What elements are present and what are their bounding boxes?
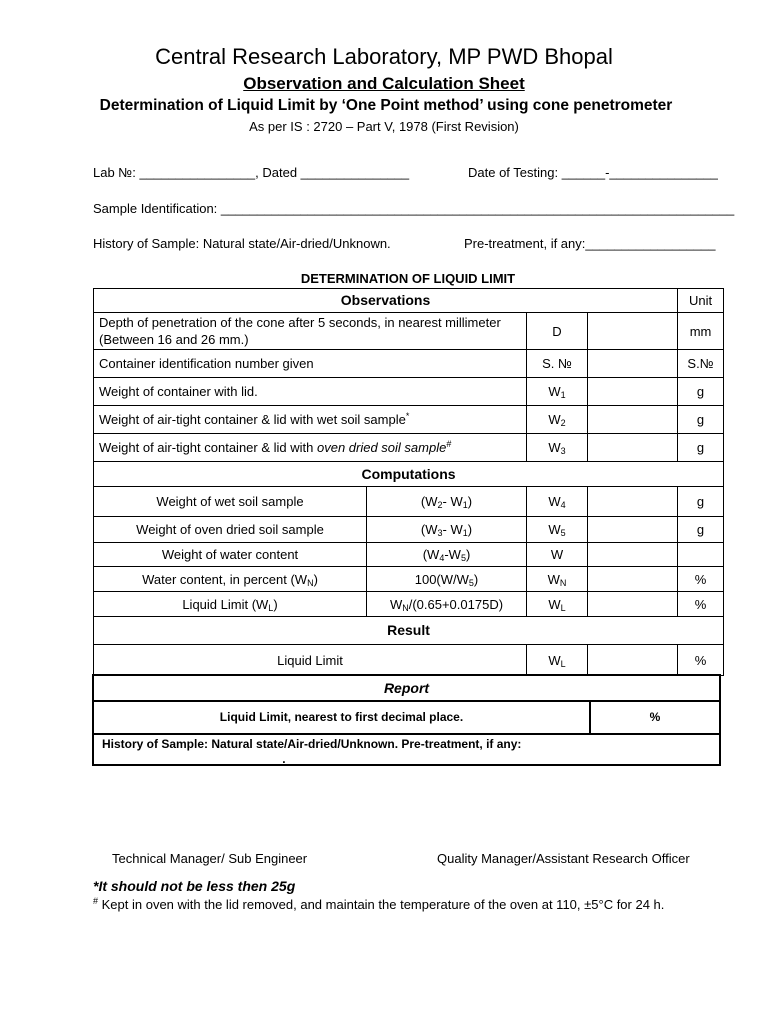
desc-italic-text: oven dried soil sample	[316, 440, 447, 455]
obs-row-unit: g	[678, 434, 724, 462]
comp-row-formula: $100(W/W_5)$	[367, 567, 527, 592]
comp-value-cell[interactable]	[588, 543, 678, 567]
comp-row-symbol: $W_5$	[527, 517, 588, 543]
obs-row-desc	[94, 406, 527, 434]
comp-row-symbol: $W_L$	[527, 592, 588, 617]
unit-header: Unit	[678, 289, 724, 313]
comp-row-unit: %	[678, 567, 724, 592]
report-history-blank[interactable]: ___________________________.	[102, 752, 286, 766]
date-testing-field[interactable]: Date of Testing: ______-_______________	[468, 165, 718, 180]
obs-row-unit: S.№	[678, 350, 724, 378]
symbol-subscript: 3	[560, 446, 566, 456]
obs-row-desc: Container identification number given	[94, 350, 527, 378]
obs-row-symbol	[527, 406, 588, 434]
obs-row-symbol	[527, 434, 588, 462]
obs-row-symbol	[527, 378, 588, 406]
comp-row-desc: Weight of water content	[94, 543, 367, 567]
comp-row-symbol: $W_4$	[527, 487, 588, 517]
page-title: Central Research Laboratory, MP PWD Bhopal	[155, 44, 613, 69]
observations-header: Observations	[94, 289, 678, 313]
obs-row-unit: g	[678, 406, 724, 434]
obs-value-cell[interactable]	[588, 350, 678, 378]
footnote-mark: *	[405, 411, 410, 421]
comp-value-cell[interactable]	[588, 517, 678, 543]
comp-row-formula: $W_N/(0.65+0.0175D)$	[367, 592, 527, 617]
comp-row-unit: g	[678, 487, 724, 517]
obs-value-cell[interactable]	[588, 406, 678, 434]
pretreatment-field[interactable]: Pre-treatment, if any:__________________	[464, 236, 716, 251]
liquid-limit-table	[93, 288, 724, 676]
report-history-line: History of Sample: Natural state/Air-dried/Unknown. Pre-treatment, if any:	[102, 737, 522, 751]
comp-row-symbol: W	[527, 543, 588, 567]
obs-value-cell[interactable]	[588, 434, 678, 462]
sample-identification-field[interactable]: Sample Identification: _______________________________________________________________________	[93, 201, 735, 216]
signature-technical-manager: Technical Manager/ Sub Engineer	[112, 851, 308, 866]
comp-value-cell[interactable]	[588, 487, 678, 517]
comp-row-desc: Liquid Limit $(W_L)$	[94, 592, 367, 617]
footnote-weight: *It should not be less then 25g	[93, 878, 296, 894]
obs-value-cell[interactable]	[588, 378, 678, 406]
comp-row-unit	[678, 543, 724, 567]
result-symbol: $W_L$	[527, 645, 588, 676]
obs-row-desc: Weight of container with lid.	[94, 378, 527, 406]
result-unit: %	[678, 645, 724, 676]
obs-row-symbol: D	[527, 313, 588, 350]
result-header: Result	[94, 617, 724, 645]
symbol-base: W	[548, 412, 561, 427]
test-heading: Determination of Liquid Limit by ‘One Point method’ using cone penetrometer	[99, 97, 673, 114]
signature-quality-manager: Quality Manager/Assistant Research Officer	[437, 851, 690, 866]
sheet-subtitle: Observation and Calculation Sheet	[243, 74, 525, 93]
obs-row-desc: Depth of penetration of the cone after 5 seconds, in nearest millimeter (Between 16 and 26 mm.)	[94, 313, 527, 350]
obs-row-unit: g	[678, 378, 724, 406]
obs-row-unit: mm	[678, 313, 724, 350]
symbol-subscript: 2	[560, 418, 566, 428]
report-row	[94, 702, 719, 735]
footnote-mark: #	[93, 896, 99, 906]
footnote-oven	[93, 897, 664, 912]
comp-row-formula: ($W_2-$ $W_1$)	[367, 487, 527, 517]
comp-row-formula: ($W_3-$ $W_1$)	[367, 517, 527, 543]
comp-row-desc: Weight of wet soil sample	[94, 487, 367, 517]
desc-text: Weight of air-tight container & lid with wet soil sample	[99, 412, 406, 427]
comp-row-unit: g	[678, 517, 724, 543]
footnote-mark: #	[446, 439, 452, 449]
comp-row-formula: $(W_4-W_5)$	[367, 543, 527, 567]
section-title: DETERMINATION OF LIQUID LIMIT	[300, 271, 516, 286]
comp-row-unit: %	[678, 592, 724, 617]
standard-reference: As per IS : 2720 – Part V, 1978 (First Revision)	[249, 119, 519, 134]
footnote-oven-text: Kept in oven with the lid removed, and maintain the temperature of the oven at 110, ±5°C for 24 h.	[98, 897, 665, 912]
symbol-subscript: 1	[560, 390, 566, 400]
symbol-base: W	[548, 384, 561, 399]
result-label: Liquid Limit	[94, 645, 527, 676]
comp-value-cell[interactable]	[588, 592, 678, 617]
report-title: Report	[94, 676, 719, 702]
comp-value-cell[interactable]	[588, 567, 678, 592]
comp-row-desc: Weight of oven dried soil sample	[94, 517, 367, 543]
comp-row-symbol: $W_N$	[527, 567, 588, 592]
symbol-base: W	[548, 440, 561, 455]
history-of-sample-text: History of Sample: Natural state/Air-dried/Unknown.	[93, 236, 391, 251]
report-box	[92, 674, 721, 766]
lab-no-field[interactable]: Lab №: ________________, Dated _______________	[93, 165, 410, 180]
result-value-cell[interactable]	[588, 645, 678, 676]
obs-row-desc	[94, 434, 527, 462]
report-label: Liquid Limit, nearest to first decimal place.	[94, 702, 591, 733]
desc-text: Weight of air-tight container & lid with	[99, 440, 317, 455]
comp-row-desc: Water content, in percent $(W_N)$	[94, 567, 367, 592]
obs-value-cell[interactable]	[588, 313, 678, 350]
report-unit[interactable]: %	[649, 710, 661, 724]
obs-row-symbol: S. №	[527, 350, 588, 378]
report-history	[102, 737, 702, 767]
computations-header: Computations	[94, 462, 724, 487]
